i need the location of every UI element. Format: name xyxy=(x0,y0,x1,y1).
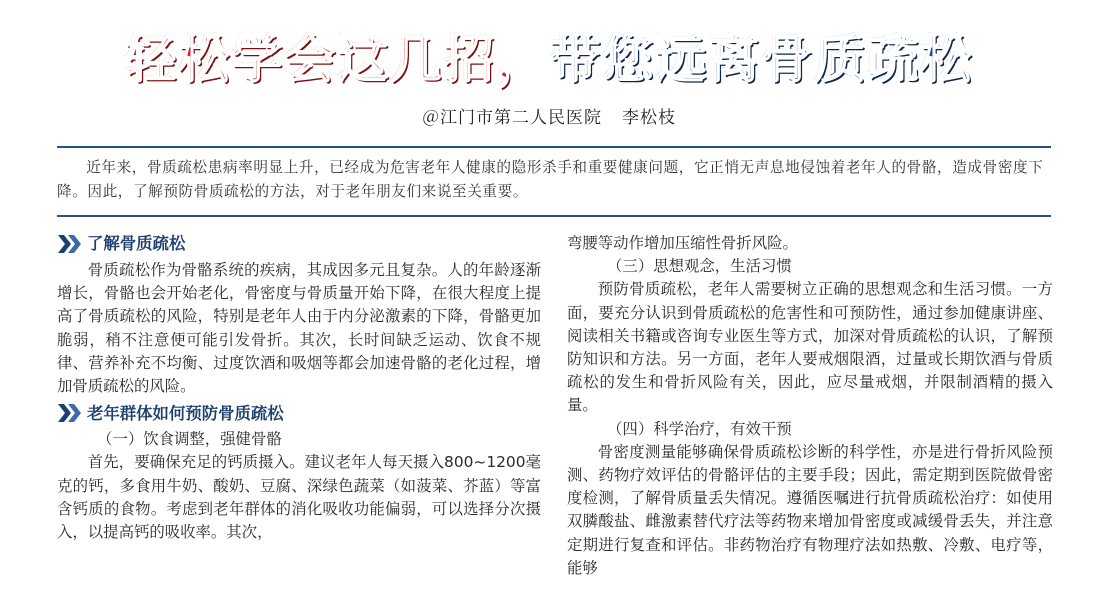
intro-paragraph: 近年来，骨质疏松患病率明显上升，已经成为危害老年人健康的隐形杀手和重要健康问题，它正悄无声息地侵蚀着老年人的骨骼，造成骨密度下降。因此，了解预防骨质疏松的方法，对于老年朋友们来说至关重要。 xyxy=(57,159,1044,200)
section-heading-text: 了解骨质疏松 xyxy=(87,234,186,254)
double-chevron-icon xyxy=(57,234,83,254)
continued-text: 弯腰等动作增加压缩性骨折风险。 xyxy=(567,234,798,252)
section-heading-prevent xyxy=(57,398,541,428)
section-heading-understand xyxy=(57,229,541,259)
intro-divider xyxy=(57,215,1051,217)
section-heading-text: 老年群体如何预防骨质疏松 xyxy=(87,403,284,423)
subheading-diet: （一）饮食调整，强健骨骼 xyxy=(97,430,282,449)
habits-paragraph: 预防骨质疏松，老年人需要树立正确的思想观念和生活习惯。一方面，要充分认识到骨质疏松的危害性和可预防性，通过参加健康讲座、阅读相关书籍或咨询专业医生等方式，加深对骨质疏松的认识，了解预防知识和方法。另一方面，老年人要戒烟限酒，过量或长期饮酒与骨质疏松的发生和骨折风险有关，因此，应尽量戒烟，并限制酒精的摄入量。 xyxy=(567,280,1053,415)
byline-author: 李松枝 xyxy=(622,108,676,128)
article-title xyxy=(0,28,1098,94)
byline-org: ＠江门市第二人民医院 xyxy=(422,108,602,128)
right-column xyxy=(567,232,1053,580)
treatment-paragraph: 骨密度测量能够确保骨质疏松诊断的科学性，亦是进行骨折风险预测、药物疗效评估的骨骼评估的主要手段；因此，需定期到医院做骨密度检测，了解骨质量丢失情况。遵循医嘱进行抗骨质疏松治疗：如使用双膦酸盐、雌激素替代疗法等药物来增加骨密度或减缓骨丢失，并注意定期进行复查和评估。非药物治疗有物理疗法如热敷、冷敷、电疗等，能够 xyxy=(567,442,1053,577)
title-part-blue: 带您远离骨质疏松 xyxy=(549,31,974,90)
byline xyxy=(0,103,1098,128)
diet-paragraph: 首先，要确保充足的钙质摄入。建议老年人每天摄入800~1200毫克的钙，多食用牛奶、酸奶、豆腐、深绿色蔬菜（如菠菜、芥蓝）等富含钙质的食物。考虑到老年群体的消化吸收功能偏弱，可以选择分次摄入，以提高钙的吸收率。其次， xyxy=(57,453,541,542)
section1-paragraph: 骨质疏松作为骨骼系统的疾病，其成因多元且复杂。人的年龄逐渐增长，骨骼也会开始老化，骨密度与骨质量开始下降，在很大程度上提高了骨质疏松的风险，特别是老年人由于内分泌激素的下降，骨骼更加脆弱，稍不注意便可能引发骨折。其次，长时间缺乏运动、饮食不规律、营养补充不均衡、过度饮酒和吸烟等都会加速骨骼的老化过程，增加骨质疏松的风险。 xyxy=(57,261,541,396)
subheading-treatment: （四）科学治疗，有效干预 xyxy=(607,419,792,438)
subheading-habits: （三）思想观念，生活习惯 xyxy=(607,257,792,276)
top-divider xyxy=(57,146,1051,148)
title-part-red: 轻松学会这几招， xyxy=(124,31,549,90)
double-chevron-icon xyxy=(57,403,83,423)
left-column xyxy=(57,229,541,544)
